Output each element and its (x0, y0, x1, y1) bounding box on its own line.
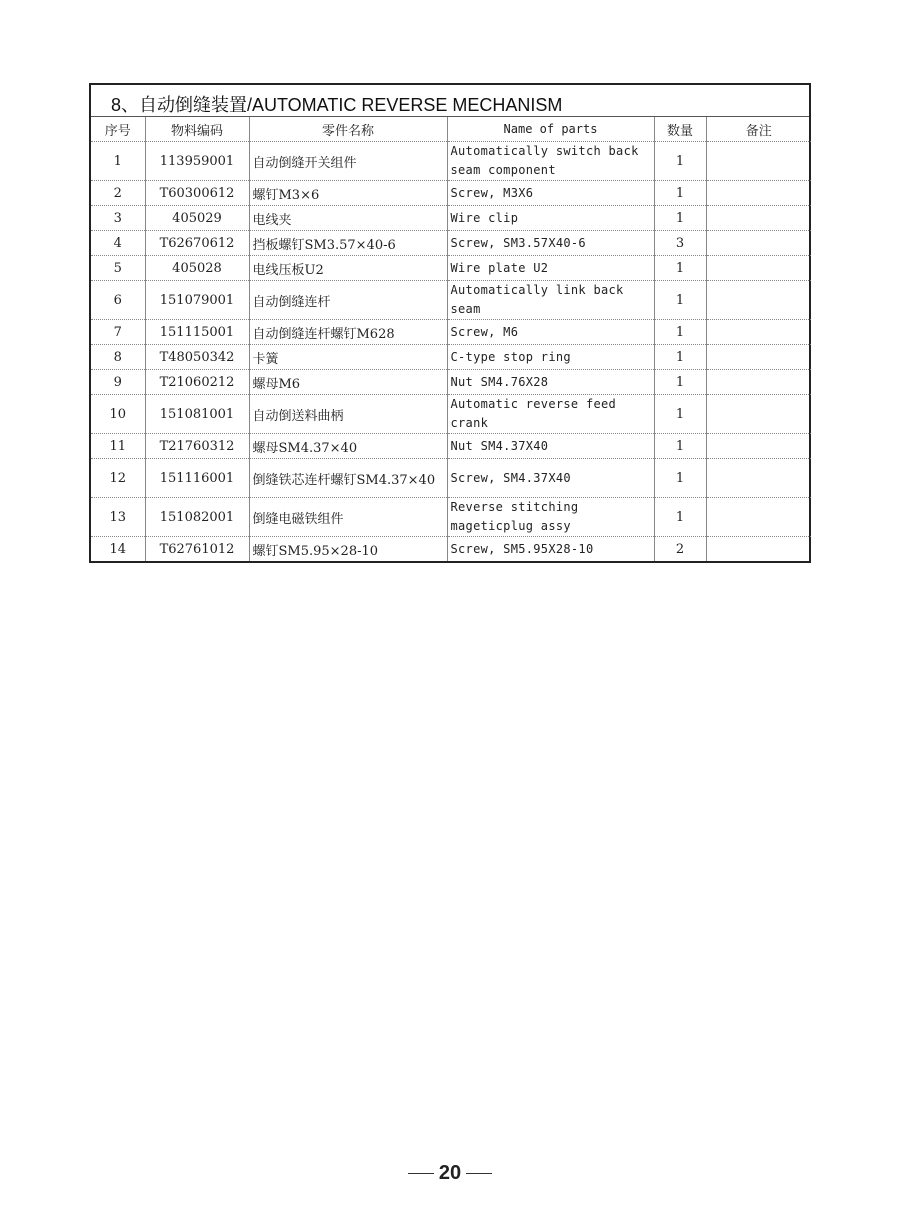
cell-qty: 1 (654, 459, 706, 498)
cell-name-cn: 倒缝铁芯连杆螺钉SM4.37×40 (249, 459, 447, 498)
cell-code: T62761012 (145, 537, 249, 562)
cell-code: 405028 (145, 256, 249, 281)
cell-code: 151079001 (145, 281, 249, 320)
cell-code: T60300612 (145, 181, 249, 206)
cell-qty: 1 (654, 206, 706, 231)
cell-name-cn: 螺母M6 (249, 370, 447, 395)
cell-code: T21060212 (145, 370, 249, 395)
table-row (91, 206, 811, 231)
page-number (0, 1162, 900, 1185)
cell-name-en: Wire plate U2 (447, 256, 654, 281)
cell-code: 151115001 (145, 320, 249, 345)
column-header-name-cn: 零件名称 (249, 117, 447, 142)
page-number-dash-right (466, 1173, 492, 1174)
cell-remark (706, 498, 811, 537)
cell-name-en: Nut SM4.37X40 (447, 434, 654, 459)
cell-name-cn: 卡簧 (249, 345, 447, 370)
cell-remark (706, 537, 811, 562)
table-row (91, 345, 811, 370)
cell-name-en: Automatically link back seam (447, 281, 654, 320)
cell-name-cn: 自动倒缝开关组件 (249, 142, 447, 181)
cell-code: T62670612 (145, 231, 249, 256)
column-header-qty: 数量 (654, 117, 706, 142)
cell-qty: 1 (654, 370, 706, 395)
cell-no: 3 (91, 206, 145, 231)
cell-no: 11 (91, 434, 145, 459)
cell-remark (706, 459, 811, 498)
table-row (91, 537, 811, 562)
table-row (91, 181, 811, 206)
cell-no: 10 (91, 395, 145, 434)
cell-no: 14 (109, 541, 127, 557)
cell-name-en: Screw, M6 (447, 320, 654, 345)
cell-no: 4 (91, 231, 145, 256)
cell-remark (706, 281, 811, 320)
cell-name-en: Screw, SM5.95X28-10 (447, 537, 654, 562)
cell-no: 13 (91, 498, 145, 537)
table-row (91, 498, 811, 537)
table-row (91, 142, 811, 181)
cell-remark (706, 256, 811, 281)
cell-no: 5 (91, 256, 145, 281)
cell-name-en: Automatically switch back seam component (447, 142, 654, 181)
cell-remark (706, 320, 811, 345)
cell-qty: 1 (654, 498, 706, 537)
parts-table-frame (89, 83, 811, 563)
cell-remark (706, 395, 811, 434)
parts-table (91, 117, 811, 561)
cell-qty: 1 (654, 142, 706, 181)
cell-code: 151116001 (145, 459, 249, 498)
cell-code: 113959001 (145, 142, 249, 181)
cell-qty: 1 (654, 434, 706, 459)
cell-name-cn: 挡板螺钉SM3.57×40-6 (249, 231, 447, 256)
column-header-no: 序号 (91, 117, 145, 142)
cell-no: 1 (91, 142, 145, 181)
cell-no: 2 (91, 181, 145, 206)
cell-name-cn: 自动倒送料曲柄 (249, 395, 447, 434)
page-number-value: 20 (438, 1162, 462, 1184)
table-row (91, 281, 811, 320)
cell-name-cn: 螺钉M3×6 (249, 181, 447, 206)
parts-table-body (91, 142, 811, 562)
cell-name-cn: 自动倒缝连杆螺钉M628 (249, 320, 447, 345)
cell-code: 405029 (145, 206, 249, 231)
cell-remark (706, 206, 811, 231)
cell-no: 8 (91, 345, 145, 370)
cell-code: T48050342 (145, 345, 249, 370)
table-row (91, 459, 811, 498)
cell-name-en: Nut SM4.76X28 (447, 370, 654, 395)
cell-qty: 1 (654, 256, 706, 281)
cell-qty: 2 (654, 537, 706, 562)
page-number-dash-left (408, 1173, 434, 1174)
column-header-remark: 备注 (706, 117, 811, 142)
cell-name-cn: 电线压板U2 (249, 256, 447, 281)
cell-remark (706, 231, 811, 256)
table-header-row (91, 117, 811, 142)
cell-name-en: Screw, SM3.57X40-6 (447, 231, 654, 256)
cell-remark (706, 142, 811, 181)
cell-qty: 1 (654, 345, 706, 370)
cell-qty: 3 (654, 231, 706, 256)
cell-name-cn: 螺母SM4.37×40 (249, 434, 447, 459)
cell-remark (706, 181, 811, 206)
cell-name-en: Reverse stitching mageticplug assy (447, 498, 654, 537)
column-header-code: 物料编码 (145, 117, 249, 142)
cell-name-cn: 自动倒缝连杆 (249, 281, 447, 320)
cell-no: 9 (91, 370, 145, 395)
cell-qty: 1 (654, 281, 706, 320)
section-title: 8、自动倒缝装置/AUTOMATIC REVERSE MECHANISM (91, 85, 809, 117)
cell-code: T21760312 (145, 434, 249, 459)
cell-no: 6 (91, 281, 145, 320)
cell-name-en: C-type stop ring (447, 345, 654, 370)
cell-code: 151082001 (145, 498, 249, 537)
cell-code: 151081001 (145, 395, 249, 434)
cell-qty: 1 (654, 181, 706, 206)
cell-name-en: Screw, SM4.37X40 (447, 459, 654, 498)
column-header-name-en: Name of parts (447, 117, 654, 142)
table-row (91, 395, 811, 434)
cell-remark (706, 434, 811, 459)
cell-name-en: Wire clip (447, 206, 654, 231)
cell-remark (706, 370, 811, 395)
cell-name-en: Automatic reverse feed crank (447, 395, 654, 434)
cell-name-cn: 电线夹 (249, 206, 447, 231)
cell-no: 7 (91, 320, 145, 345)
cell-qty: 1 (654, 320, 706, 345)
table-row (91, 434, 811, 459)
cell-no: 12 (91, 459, 145, 498)
table-row (91, 256, 811, 281)
cell-name-cn: 螺钉SM5.95×28-10 (249, 537, 447, 562)
table-row (91, 370, 811, 395)
table-row (91, 231, 811, 256)
cell-name-en: Screw, M3X6 (447, 181, 654, 206)
table-row (91, 320, 811, 345)
cell-remark (706, 345, 811, 370)
cell-qty: 1 (654, 395, 706, 434)
cell-name-cn: 倒缝电磁铁组件 (249, 498, 447, 537)
